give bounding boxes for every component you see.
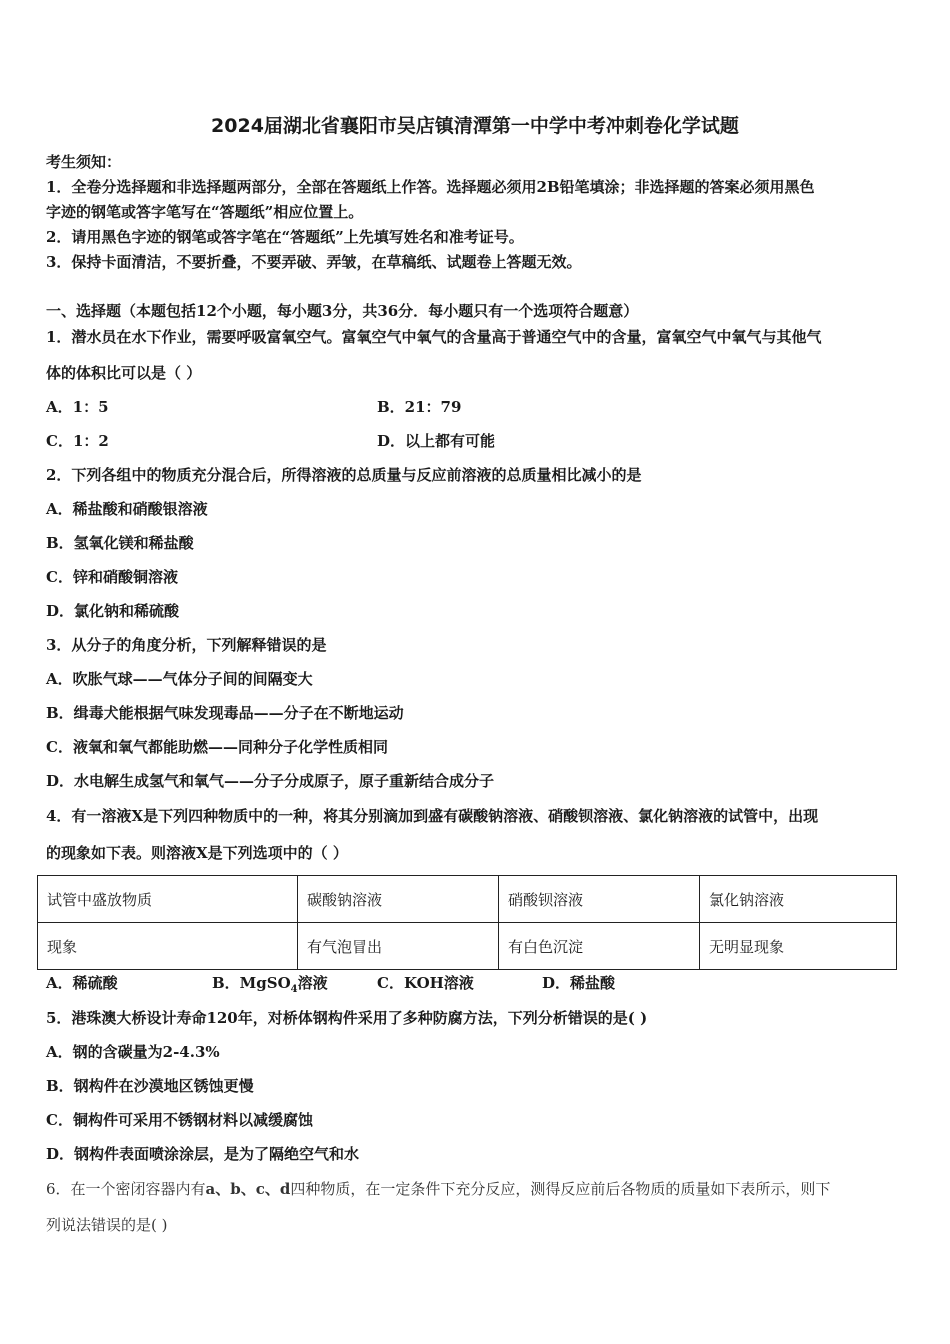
q6-stem-line2: 列说法错误的是( )	[46, 1216, 168, 1234]
q1-option-b: B．21：79	[377, 398, 462, 416]
q4-stem-line1: 4．有一溶液X是下列四种物质中的一种，将其分别滴加到盛有碳酸钠溶液、硝酸钡溶液、氯化钠溶液的试管中，出现	[46, 807, 819, 825]
q5-option-b: B．钢构件在沙漠地区锈蚀更慢	[46, 1077, 254, 1095]
q3-option-b: B．缉毒犬能根据气味发现毒品——分子在不断地运动	[46, 704, 404, 722]
q2-option-c: C．锌和硝酸铜溶液	[46, 568, 178, 586]
q1-option-c: C．1：2	[46, 432, 109, 450]
q5-stem: 5．港珠澳大桥设计寿命120年，对桥体钢构件采用了多种防腐方法，下列分析错误的是( )	[46, 1009, 648, 1027]
q4-stem-line2: 的现象如下表。则溶液X是下列选项中的（ ）	[46, 844, 348, 862]
notice-item: 1．全卷分选择题和非选择题两部分，全部在答题纸上作答。选择题必须用2B铅笔填涂；非选择题的答案必须用黑色	[46, 178, 815, 196]
q6-substances: a、b、c、d	[205, 1180, 291, 1198]
table-cell: 有白色沉淀	[499, 923, 700, 970]
q5-option-d: D．钢构件表面喷涂涂层，是为了隔绝空气和水	[46, 1145, 360, 1163]
q3-option-a: A．吹胀气球——气体分子间的间隔变大	[46, 670, 313, 688]
q5-option-a: A．钢的含碳量为2-4.3%	[46, 1043, 220, 1061]
q6-stem-line1	[46, 1179, 830, 1199]
table-cell: 氯化钠溶液	[700, 876, 897, 923]
q4-option-d: D．稀盐酸	[542, 974, 616, 992]
q4-option-a: A．稀硫酸	[46, 974, 118, 992]
q4-option-b	[212, 973, 328, 1000]
table-cell: 碳酸钠溶液	[298, 876, 499, 923]
q1-option-a: A．1：5	[46, 398, 109, 416]
q4-option-b-suffix: 溶液	[297, 974, 328, 992]
section-heading: 一、选择题（本题包括12个小题，每小题3分，共36分．每小题只有一个选项符合题意）	[46, 302, 639, 320]
q3-option-d: D．水电解生成氢气和氧气——分子分成原子，原子重新结合成分子	[46, 772, 495, 790]
q1-stem-line2: 体的体积比可以是（ ）	[46, 364, 202, 382]
q6-stem-text: 6．在一个密闭容器内有	[46, 1180, 206, 1198]
notice-item: 字迹的钢笔或答字笔写在“答题纸”相应位置上。	[46, 203, 364, 221]
table-cell: 硝酸钡溶液	[499, 876, 700, 923]
q6-stem-suffix: 四种物质，在一定条件下充分反应，测得反应前后各物质的质量如下表所示，则下	[290, 1180, 831, 1198]
q3-stem: 3．从分子的角度分析，下列解释错误的是	[46, 636, 327, 654]
q4-option-b-subscript: 4	[290, 984, 298, 995]
page-title: 2024届湖北省襄阳市吴店镇清潭第一中学中考冲刺卷化学试题	[211, 115, 739, 137]
q3-option-c: C．液氧和氧气都能助燃——同种分子化学性质相同	[46, 738, 388, 756]
table-row	[38, 923, 897, 970]
table-cell: 有气泡冒出	[298, 923, 499, 970]
q2-stem: 2．下列各组中的物质充分混合后，所得溶液的总质量与反应前溶液的总质量相比减小的是	[46, 466, 642, 484]
notice-item: 2．请用黑色字迹的钢笔或答字笔在“答题纸”上先填写姓名和准考证号。	[46, 228, 524, 246]
q1-option-d: D．以上都有可能	[377, 432, 496, 450]
q5-option-c: C．铜构件可采用不锈钢材料以减缓腐蚀	[46, 1111, 313, 1129]
table-cell: 现象	[38, 923, 298, 970]
observation-table	[37, 875, 897, 970]
q2-option-a: A．稀盐酸和硝酸银溶液	[46, 500, 208, 518]
q4-option-b-text: B．MgSO	[212, 974, 291, 992]
notice-item: 3．保持卡面清洁，不要折叠，不要弄破、弄皱，在草稿纸、试题卷上答题无效。	[46, 253, 582, 271]
q4-option-c: C．KOH溶液	[377, 974, 474, 992]
q2-option-b: B．氢氧化镁和稀盐酸	[46, 534, 194, 552]
table-row	[38, 876, 897, 923]
table-cell: 试管中盛放物质	[38, 876, 298, 923]
q2-option-d: D．氯化钠和稀硫酸	[46, 602, 180, 620]
notice-heading: 考生须知：	[46, 153, 122, 171]
q1-stem-line1: 1．潜水员在水下作业，需要呼吸富氧空气。富氧空气中氧气的含量高于普通空气中的含量，富氧空气中氧气与其他气	[46, 328, 822, 346]
table-cell: 无明显现象	[700, 923, 897, 970]
